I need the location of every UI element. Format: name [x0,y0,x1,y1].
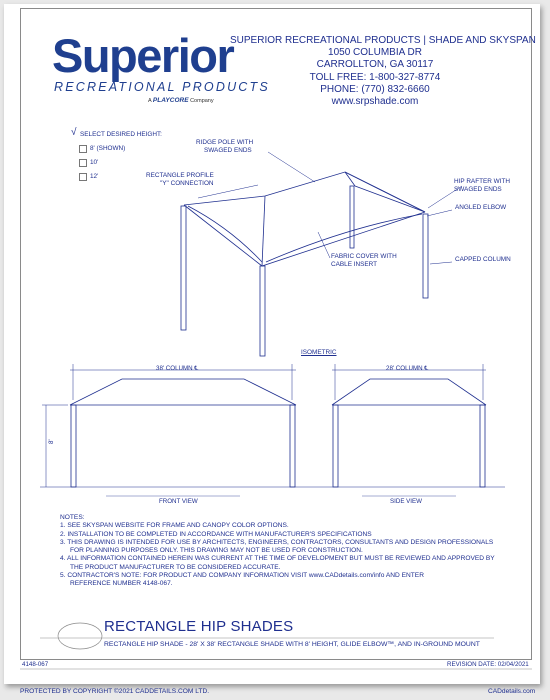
side-view [332,364,486,487]
hip-rafter-back-right [345,172,425,212]
column-right [423,214,428,298]
title-bubble [58,623,102,649]
copyright-notice: PROTECTED BY COPYRIGHT ©2021 CADDETAILS.COM LTD. [20,688,210,695]
side-column-left [333,405,338,487]
column-front [260,266,265,356]
fabric-cover-left [188,206,262,262]
company-toll-free: TOLL FREE: 1-800-327-8774 [309,71,441,83]
callout-ridge-line1: RIDGE POLE WITH [196,139,254,146]
side-view-label: SIDE VIEW [390,498,422,505]
brand-logo: Superior [52,29,234,82]
leader-elbow [427,210,452,216]
callout-ridge-line2: SWAGED ENDS [204,147,252,154]
leader-fabric [318,232,330,258]
caddetails-link[interactable]: CADdetails.com [488,688,536,695]
front-canopy [70,379,296,405]
parent-suffix: Company [190,98,214,104]
callout-fabric-line1: FABRIC COVER WITH [331,253,397,260]
callout-profile-line1: RECTANGLE PROFILE [146,172,214,179]
company-city: CARROLLTON, GA 30117 [316,59,434,71]
callout-fabric-line2: CABLE INSERT [331,261,378,268]
height-option-12-label: 12' [90,173,99,180]
callout-angled-elbow: ANGLED ELBOW [455,204,507,211]
isometric-label: ISOMETRIC [301,349,337,356]
note-2: 2. INSTALLATION TO BE COMPLETED IN ACCORDANCE WITH MANUFACTURER'S SPECIFICATIONS [60,530,372,538]
side-dimension-label: 28' COLUMN ℄ [386,365,429,372]
side-column-right [480,405,485,487]
reference-number: 4148-067 [22,661,49,668]
column-back [350,186,354,248]
front-column-right [290,405,295,487]
notes-block [60,514,495,589]
note-4: 4. ALL INFORMATION CONTAINED HEREIN WAS CURRENT AT THE TIME OF DEVELOPMENT BUT MUST BE REVIEWED AND APPROVED BY [60,555,495,563]
front-column-left [71,405,76,487]
note-3: 3. THIS DRAWING IS INTENDED FOR USE BY ARCHITECTS, ENGINEERS, CONTRACTORS, CONSULTANTS AND DESIGN PROFESSIONALS [60,538,494,546]
drawing-title: RECTANGLE HIP SHADES [104,618,294,635]
check-mark-icon: √ [71,127,77,138]
callout-capped-column: CAPPED COLUMN [455,256,511,263]
note-5: 5. CONTRACTOR'S NOTE: FOR PRODUCT AND COMPANY INFORMATION VISIT www.CADdetails.com/info AND ENTER [60,572,424,580]
callout-rectangle-profile [146,172,214,188]
callout-hip-line2: SWAGED ENDS [454,186,502,193]
company-website[interactable]: www.srpshade.com [331,96,419,108]
height-option-10-label: 10' [90,159,99,166]
front-dimension-label: 38' COLUMN ℄ [156,365,199,372]
height-select-heading: SELECT DESIRED HEIGHT: [80,131,162,138]
playcore-logo: PLAYCORE [152,97,189,104]
note-4-cont: THE PRODUCT MANUFACTURER TO BE CONSIDERED ACCURATE. [70,563,281,571]
hip-rafter-front-left [262,196,265,266]
note-3-cont: FOR PLANNING PURPOSES ONLY. THIS DRAWING MAY NOT BE USED FOR CONSTRUCTION. [70,547,363,555]
callout-fabric-cover [331,253,397,269]
brand-subtitle: RECREATIONAL PRODUCTS [54,80,270,94]
hip-rafter-right [355,186,425,212]
front-view-label: FRONT VIEW [159,498,198,505]
callout-hip-rafter [454,178,510,194]
callout-ridge-pole [196,139,253,155]
front-view [42,364,296,487]
canopy-back-edge [184,172,425,212]
callout-profile-line2: "Y" CONNECTION [160,180,214,187]
note-5-cont: REFERENCE NUMBER 4148-067. [70,580,173,588]
height-dimension-label: 8' [48,439,55,444]
drawing-subtitle: RECTANGLE HIP SHADE - 28' X 38' RECTANGLE SHADE WITH 8' HEIGHT, GLIDE ELBOW™, AND IN-GROUND MOUNT [104,641,480,648]
leader-ridge [268,152,315,182]
company-line: SUPERIOR RECREATIONAL PRODUCTS | SHADE AND SKYSPAN [230,35,536,46]
column-left [181,206,186,330]
side-canopy [332,379,486,405]
height-option-8-label: 8' (SHOWN) [90,145,126,152]
leader-capped [430,262,452,264]
callout-hip-line1: HIP RAFTER WITH [454,178,510,185]
notes-heading: NOTES: [60,514,85,521]
note-1: 1. SEE SKYSPAN WEBSITE FOR FRAME AND CANOPY COLOR OPTIONS. [60,522,289,530]
company-phone: PHONE: (770) 832-6660 [320,83,430,95]
parent-prefix: A [148,98,152,104]
revision-date: REVISION DATE: 02/04/2021 [447,661,529,668]
company-address: 1050 COLUMBIA DR [328,47,422,59]
